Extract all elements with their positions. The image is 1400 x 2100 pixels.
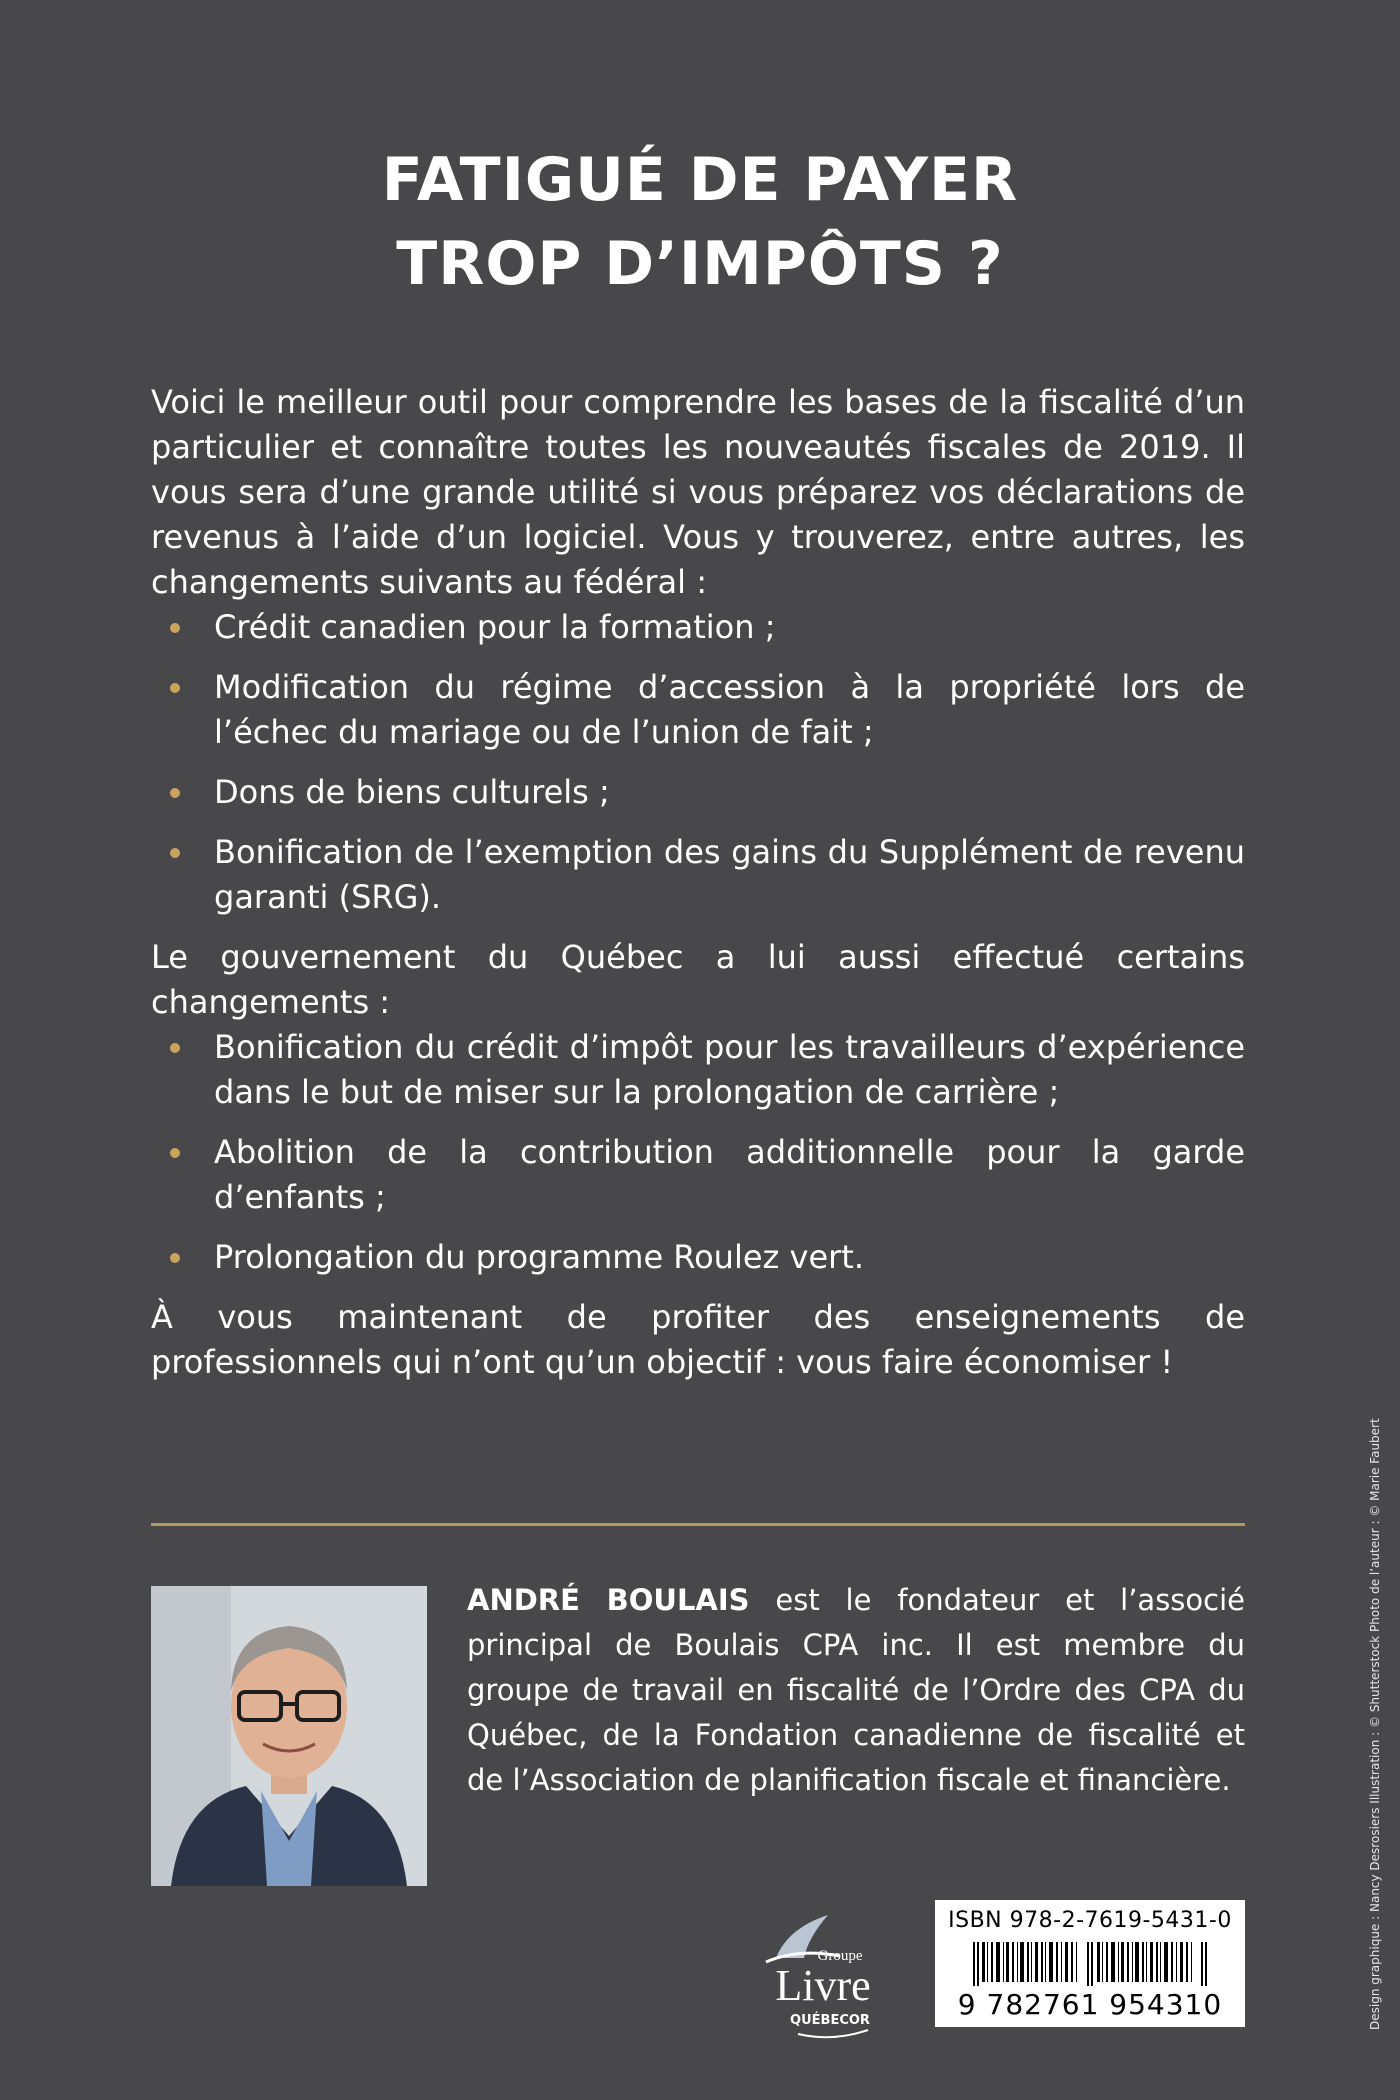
list-item: Bonification du crédit d’impôt pour les travailleurs d’expérience dans le but de miser sur la prolongation de carrière ; bbox=[151, 1025, 1245, 1115]
back-cover-title bbox=[0, 138, 1400, 306]
bullet-icon bbox=[170, 623, 180, 633]
title-line-2: TROP D’IMPÔTS ? bbox=[396, 229, 1004, 299]
gold-divider bbox=[151, 1523, 1245, 1526]
list-item: Dons de biens culturels ; bbox=[151, 770, 1245, 815]
publisher-logo-line-3: QUÉBECOR bbox=[790, 2013, 870, 2028]
bullet-icon bbox=[170, 1043, 180, 1053]
author-photo bbox=[151, 1586, 427, 1886]
bullet-icon bbox=[170, 788, 180, 798]
barcode bbox=[935, 1900, 1245, 2027]
author-name: ANDRÉ BOULAIS bbox=[467, 1583, 750, 1617]
title-line-1: FATIGUÉ DE PAYER bbox=[381, 145, 1019, 215]
author-bio-text: est le fondateur et l’associé principal de Boulais CPA inc. Il est membre du groupe de travail en fiscalité de l’Ordre des CPA du Québec, de la Fondation canadienne de fiscalité et de l’Association de planification fiscale et financière. bbox=[467, 1583, 1245, 1797]
bullet-icon bbox=[170, 1148, 180, 1158]
intro-paragraph: Voici le meilleur outil pour comprendre les bases de la fiscalité d’un particulier et connaître toutes les nouveautés fiscales de 2019. Il vous sera d’une grande utilité si vous préparez vos déclarations de revenus à l’aide d’un logiciel. Vous y trouverez, entre autres, les changements suivants au fédéral : bbox=[151, 383, 1245, 601]
author-portrait-illustration bbox=[151, 1586, 427, 1886]
description bbox=[151, 380, 1245, 1385]
bullet-icon bbox=[170, 1253, 180, 1263]
publisher-logo-mark bbox=[748, 1900, 898, 2050]
isbn-label: ISBN 978-2-7619-5431-0 bbox=[948, 1908, 1232, 1933]
bullet-icon bbox=[170, 683, 180, 693]
barcode-number: 9 782761 954310 bbox=[957, 1988, 1223, 2021]
bullet-icon bbox=[170, 848, 180, 858]
barcode-bars bbox=[973, 1942, 1209, 1986]
list-item: Crédit canadien pour la formation ; bbox=[151, 605, 1245, 650]
list-item: Modification du régime d’accession à la propriété lors de l’échec du mariage ou de l’union de fait ; bbox=[151, 665, 1245, 755]
publisher-logo-line-2: Livre bbox=[775, 1961, 871, 2010]
quebec-intro-paragraph: Le gouvernement du Québec a lui aussi effectué certains changements : bbox=[151, 938, 1245, 1021]
quebec-changes-list bbox=[151, 1025, 1245, 1280]
list-item: Prolongation du programme Roulez vert. bbox=[151, 1235, 1245, 1280]
list-item: Bonification de l’exemption des gains du Supplément de revenu garanti (SRG). bbox=[151, 830, 1245, 920]
closing-paragraph: À vous maintenant de profiter des enseignements de professionnels qui n’ont qu’un objectif : vous faire économiser ! bbox=[151, 1298, 1245, 1381]
publisher-logo bbox=[748, 1900, 898, 2050]
federal-changes-list bbox=[151, 605, 1245, 920]
publisher-logo-line-1: Groupe bbox=[817, 1948, 863, 1964]
design-credits: Design graphique : Nancy Desrosiers Illustration : © Shutterstock Photo de l’auteur : © Marie Faubert bbox=[1368, 1418, 1382, 2030]
author-bio bbox=[467, 1578, 1245, 1803]
list-item: Abolition de la contribution additionnelle pour la garde d’enfants ; bbox=[151, 1130, 1245, 1220]
